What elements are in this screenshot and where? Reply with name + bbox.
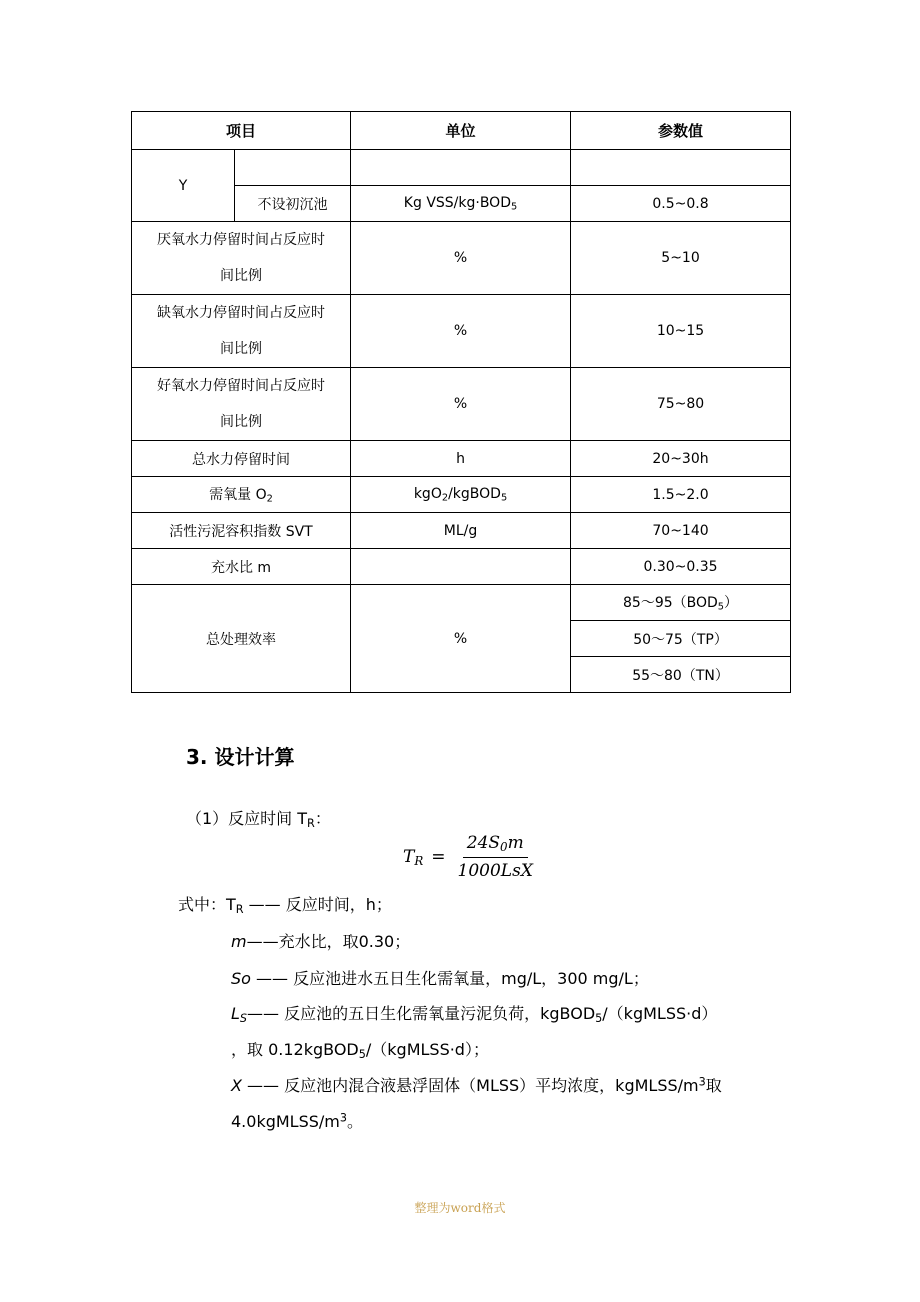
table-row	[132, 368, 791, 441]
def-x-cont-sup: 3	[339, 1111, 347, 1125]
def-so	[231, 966, 649, 989]
empty-cell	[351, 150, 571, 186]
def-ls-text-a: —— 反应池的五日生化需氧量污泥负荷，kgBOD	[247, 1004, 596, 1023]
eff-tn: 55～80（TN）	[571, 657, 791, 693]
def-x-text-a: —— 反应池内混合液悬浮固体（MLSS）平均浓度，kgMLSS/m	[241, 1076, 699, 1095]
def-m-text: ——充水比，取0.30；	[246, 932, 411, 951]
formula-lhs-var: T	[403, 846, 415, 867]
def-ls-cont	[231, 1037, 489, 1061]
formula-num-b: m	[507, 833, 524, 853]
fill-value: 0.30~0.35	[571, 549, 791, 585]
o2-value: 1.5~2.0	[571, 477, 791, 513]
svi-value: 70~140	[571, 513, 791, 549]
row-unit: %	[351, 295, 571, 368]
o2-unit-sub2: 5	[500, 492, 508, 504]
where-line	[178, 892, 392, 916]
row-item-line2: 间比例	[220, 414, 262, 430]
def-so-text: —— 反应池进水五日生化需氧量，mg/L，300 mg/L；	[250, 969, 649, 988]
def-m-var: m	[231, 932, 247, 951]
where-text: 式中：T	[178, 895, 236, 914]
eff-bod-text: 85～95（BOD	[623, 595, 718, 612]
def-so-var: So	[231, 969, 251, 988]
o2-unit	[351, 477, 571, 513]
header-unit: 单位	[351, 112, 571, 150]
def-x-text-b: 取	[705, 1076, 722, 1095]
eff-tp: 50～75（TP）	[571, 621, 791, 657]
header-item: 项目	[132, 112, 351, 150]
row-item	[132, 222, 351, 295]
row-value: 5~10	[571, 222, 791, 295]
row-unit: %	[351, 368, 571, 441]
sub-heading-text: （1）反应时间 T	[186, 809, 308, 828]
formula-lhs-sub: R	[414, 853, 424, 868]
reaction-time-formula	[403, 833, 537, 881]
where-desc: —— 反应时间，h；	[243, 895, 392, 914]
row-item-line1: 好氧水力停留时间占反应时	[157, 378, 325, 394]
parameter-table	[131, 111, 791, 693]
y-label: Y	[132, 150, 235, 222]
eff-unit: %	[351, 585, 571, 693]
formula-fraction	[454, 833, 537, 881]
fill-unit	[351, 549, 571, 585]
row-value: 75~80	[571, 368, 791, 441]
table-row	[132, 513, 791, 549]
def-ls-text-b: /（kgMLSS·d）	[602, 1004, 718, 1023]
formula-lhs	[403, 847, 423, 868]
eff-bod-suffix: ）	[724, 595, 739, 612]
def-x-var: X	[231, 1076, 242, 1095]
table-row	[132, 222, 791, 295]
table-row	[132, 549, 791, 585]
section-heading: 3. 设计计算	[186, 745, 295, 769]
table-row	[132, 295, 791, 368]
def-x-cont	[231, 1109, 363, 1132]
def-x	[231, 1073, 722, 1096]
header-value: 参数值	[571, 112, 791, 150]
o2-unit-a: kgO	[413, 485, 442, 502]
formula-denominator: 1000LsX	[457, 860, 533, 881]
where-sub: R	[235, 902, 244, 916]
def-ls	[231, 1001, 717, 1025]
eff-item: 总处理效率	[132, 585, 351, 693]
row-item-line2: 间比例	[220, 268, 262, 284]
page-footer: 整理为word格式	[414, 1201, 506, 1215]
eff-bod	[571, 585, 791, 621]
empty-cell	[571, 150, 791, 186]
y-unit-sub: 5	[510, 201, 518, 213]
table-header-row	[132, 112, 791, 150]
formula-numerator	[463, 833, 528, 858]
eff-bod-sub: 5	[717, 601, 725, 613]
row-value: 10~15	[571, 295, 791, 368]
hrt-item: 总水力停留时间	[132, 441, 351, 477]
row-item-line1: 厌氧水力停留时间占反应时	[157, 232, 325, 248]
o2-unit-b: /kgBOD	[448, 485, 501, 502]
def-x-sup: 3	[698, 1075, 706, 1089]
def-x-cont-a: 4.0kgMLSS/m	[231, 1112, 340, 1131]
o2-unit-sub1: 2	[441, 492, 449, 504]
table-row	[132, 150, 791, 186]
svi-unit: ML/g	[351, 513, 571, 549]
sub-heading-sub: R	[307, 816, 315, 830]
o2-item	[132, 477, 351, 513]
fill-item: 充水比 m	[132, 549, 351, 585]
o2-item-text: 需氧量 O	[209, 487, 267, 504]
def-x-cont-b: 。	[347, 1112, 364, 1131]
y-sub-label: 不设初沉池	[235, 186, 351, 222]
hrt-value: 20~30h	[571, 441, 791, 477]
row-item	[132, 368, 351, 441]
y-unit	[351, 186, 571, 222]
row-item	[132, 295, 351, 368]
def-ls-cont-sub: 5	[358, 1047, 366, 1061]
formula-num-a: 24S	[466, 833, 501, 853]
o2-item-sub: 2	[266, 493, 273, 505]
sub-heading-suffix: ：	[314, 809, 331, 828]
hrt-unit: h	[351, 441, 571, 477]
table-row	[132, 477, 791, 513]
def-m	[231, 929, 410, 952]
def-ls-sub: 5	[595, 1011, 603, 1025]
formula-num-sub: 0	[500, 839, 508, 854]
def-ls-cont-a: ，取 0.12kgBOD	[231, 1040, 359, 1059]
row-unit: %	[351, 222, 571, 295]
sub-heading	[186, 806, 331, 830]
table-row	[132, 585, 791, 621]
row-item-line1: 缺氧水力停留时间占反应时	[157, 305, 325, 321]
svi-item: 活性污泥容积指数 SVT	[132, 513, 351, 549]
def-ls-var-sub: S	[239, 1011, 248, 1025]
formula-eq: =	[431, 846, 446, 867]
table-row	[132, 441, 791, 477]
y-value: 0.5~0.8	[571, 186, 791, 222]
y-sub-empty	[235, 150, 351, 186]
y-unit-text: Kg VSS/kg·BOD	[403, 194, 511, 211]
row-item-line2: 间比例	[220, 341, 262, 357]
def-ls-cont-b: /（kgMLSS·d）；	[365, 1040, 489, 1059]
def-ls-var: L	[231, 1004, 240, 1023]
